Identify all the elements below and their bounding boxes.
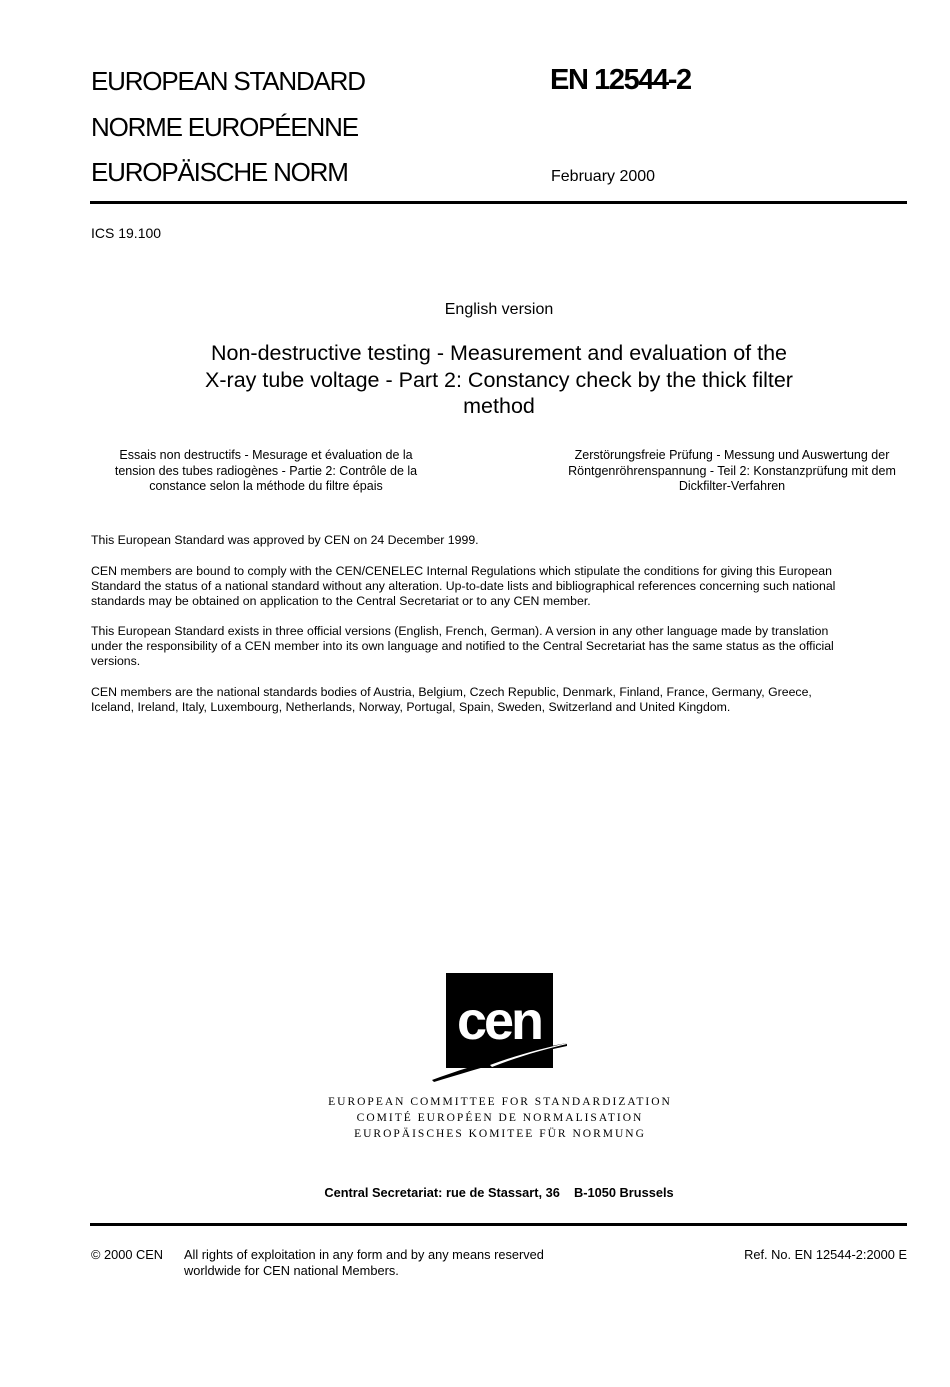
rights-line: worldwide for CEN national Members.: [184, 1263, 399, 1278]
reference-number: Ref. No. EN 12544-2:2000 E: [744, 1247, 907, 1262]
committee-name-english: EUROPEAN COMMITTEE FOR STANDARDIZATION: [328, 1096, 672, 1108]
standard-name-german: EUROPÄISCHE NORM: [91, 157, 348, 187]
german-title: [552, 448, 912, 495]
title-line: Non-destructive testing - Measurement and evaluation of the: [210, 341, 788, 365]
header-divider: [90, 201, 907, 204]
compliance-paragraph: [91, 564, 906, 610]
french-title-line: tension des tubes radiogènes - Partie 2: Contrôle de la: [114, 463, 418, 478]
paragraph-line: CEN members are the national standards bodies of Austria, Belgium, Czech Republic, Denmark, Finland, France, Germany, Greece,: [91, 685, 812, 699]
paragraph-line: Iceland, Ireland, Italy, Luxembourg, Netherlands, Norway, Portugal, Spain, Sweden, Switzerland and United Kingdom.: [91, 700, 731, 715]
approval-paragraph: [91, 533, 906, 548]
committee-name-german: EUROPÄISCHES KOMITEE FÜR NORMUNG: [354, 1128, 646, 1140]
document-title: [150, 340, 848, 420]
title-line: X-ray tube voltage - Part 2: Constancy check by the thick filter: [205, 367, 793, 392]
french-title-line: constance selon la méthode du filtre épais: [149, 479, 383, 493]
paragraph-line: This European Standard exists in three official versions (English, French, German). A version in any other language made by translation: [91, 624, 829, 638]
title-line: method: [463, 394, 535, 418]
german-title-line: Röntgenröhrenspannung - Teil 2: Konstanzprüfung mit dem: [568, 463, 896, 478]
rights-statement: [184, 1247, 544, 1279]
document-number: EN 12544-2: [550, 64, 691, 96]
version-label: English version: [444, 301, 554, 318]
footer-divider: [90, 1223, 907, 1226]
paragraph-line: versions.: [91, 654, 141, 669]
members-paragraph: [91, 685, 906, 715]
secretariat-address: Central Secretariat: rue de Stassart, 36 B-1050 Brussels: [324, 1185, 674, 1200]
standard-name-english: EUROPEAN STANDARD: [91, 66, 365, 96]
rights-line: All rights of exploitation in any form and by any means reserved: [184, 1247, 544, 1262]
copyright-notice: © 2000 CEN: [91, 1247, 164, 1262]
cen-logo: [432, 973, 568, 1083]
paragraph-line: Standard the status of a national standard without any alteration. Up-to-date lists and bibliographical references concerning such national: [91, 579, 836, 594]
german-title-line: Dickfilter-Verfahren: [678, 479, 786, 493]
versions-paragraph: [91, 624, 906, 670]
paragraph-line: CEN members are bound to comply with the CEN/CENELEC Internal Regulations which stipulate the conditions for giving this European: [91, 564, 832, 578]
french-title-line: Essais non destructifs - Mesurage et évaluation de la: [119, 448, 413, 462]
paragraph-line: standards may be obtained on application to the Central Secretariat or to any CEN member.: [91, 594, 591, 609]
publication-date: February 2000: [551, 168, 656, 185]
committee-name-french: COMITÉ EUROPÉEN DE NORMALISATION: [356, 1112, 644, 1124]
german-title-line: Zerstörungsfreie Prüfung - Messung und Auswertung der: [574, 448, 890, 462]
paragraph-line: This European Standard was approved by CEN on 24 December 1999.: [91, 533, 479, 547]
ics-code: ICS 19.100: [91, 225, 162, 241]
french-title: [96, 448, 436, 495]
standard-name-french: NORME EUROPÉENNE: [91, 112, 358, 142]
cen-logo-text: cen: [456, 991, 542, 1051]
paragraph-line: under the responsibility of a CEN member into its own language and notified to the Central Secretariat has the same status as the official: [91, 639, 834, 654]
